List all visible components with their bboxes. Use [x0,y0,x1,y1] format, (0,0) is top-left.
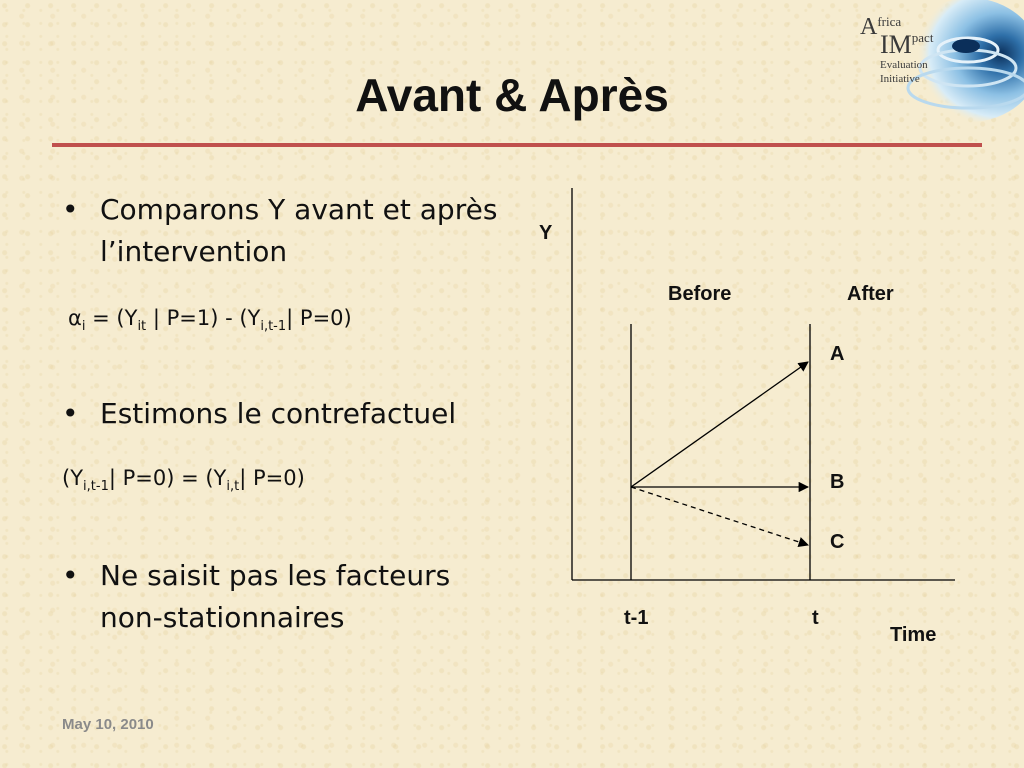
point-a-label: A [830,343,845,365]
dashed-arrow-to-c [631,487,808,545]
bullet-marker: • [62,193,79,226]
formula-part: (Y [62,466,84,490]
point-c-label: C [830,531,845,553]
slide-title: Avant & Après [355,69,669,121]
logo-evaluation: Evaluation [880,59,928,71]
bullet-text: Estimons le contrefactuel [100,397,457,430]
formula-part: α [68,306,82,330]
formula-subscript: i,t-1 [83,479,109,495]
logo-letter-a: A [860,14,878,40]
logo-letters-im: IM [880,30,912,59]
point-b-label: B [830,471,845,493]
formula-part: | P=0) [239,466,305,490]
logo-initiative: Initiative [880,73,920,85]
footer-date: May 10, 2010 [62,716,154,733]
formula-part: | P=0) = (Y [108,466,227,490]
tick-t-minus-1: t-1 [624,607,649,629]
bullet-marker: • [62,559,79,592]
formula-subscript: i [81,319,86,335]
bullet-text: Ne saisit pas les facteurs non-stationnaires [100,559,451,634]
formula-part: | P=1) - (Y [146,306,261,330]
arrow-to-a [631,362,808,487]
formula-part: = (Y [85,306,138,330]
formula-subscript: it [137,319,147,335]
formula-subscript: i,t [226,479,240,495]
formula-subscript: i,t-1 [260,319,287,335]
logo-word-pact: pact [911,30,934,45]
formula-part: | P=0) [286,306,352,330]
logo-word-frica: frica [877,14,902,29]
tick-t: t [812,607,819,629]
after-label: After [847,283,894,305]
before-label: Before [668,283,732,305]
y-axis-label: Y [539,222,553,244]
bullet-text: Comparons Y avant et après l’intervention [100,193,498,268]
x-axis-label: Time [890,624,937,646]
bullet-marker: • [62,397,79,430]
